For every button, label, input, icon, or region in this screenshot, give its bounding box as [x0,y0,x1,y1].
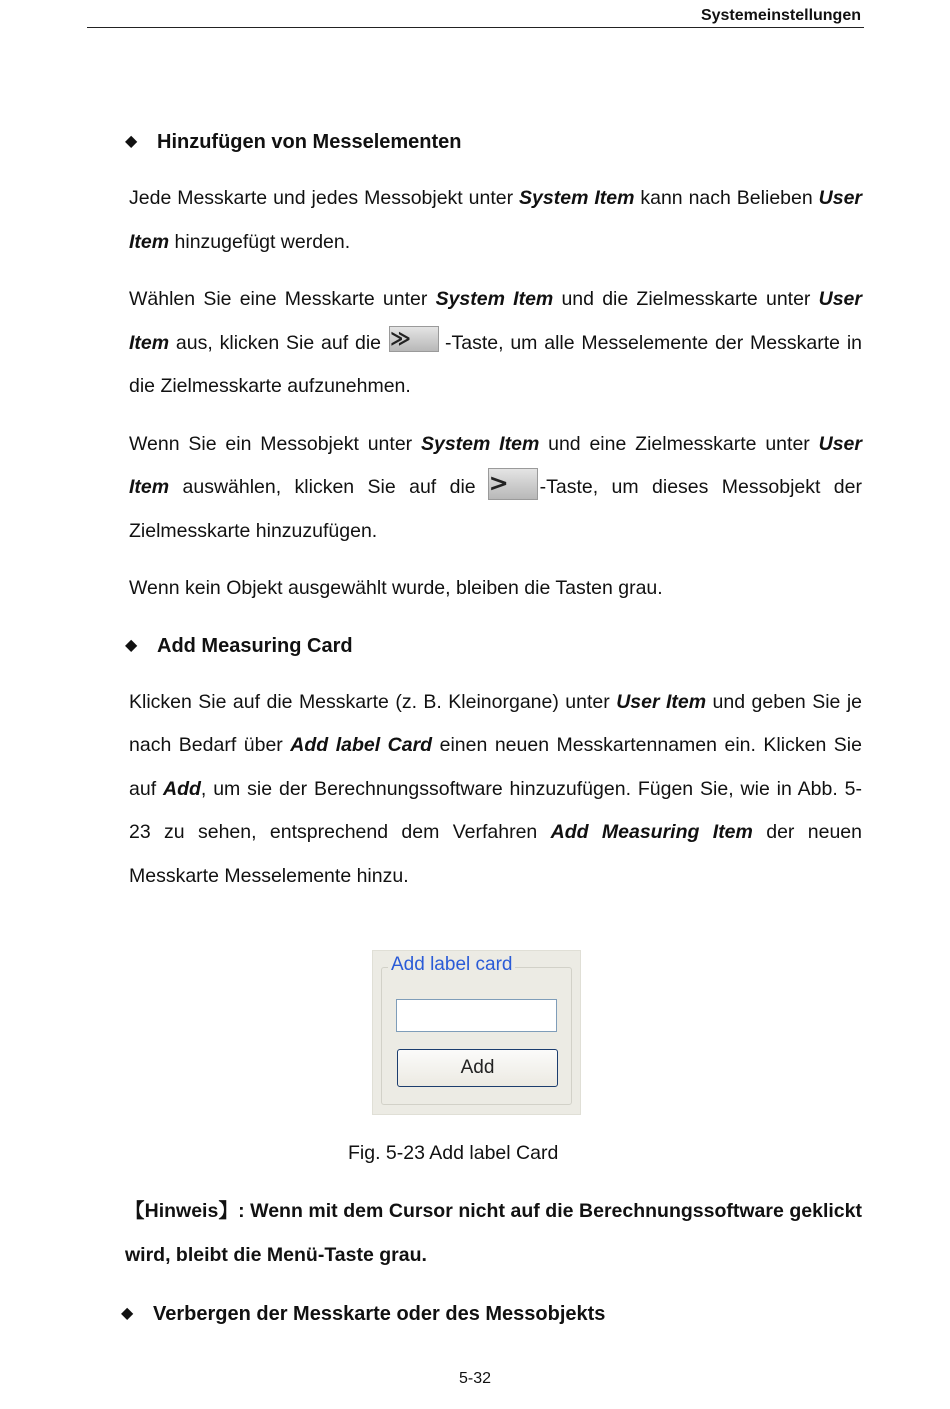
add-button[interactable]: Add [397,1049,558,1087]
move-one-button-icon: > [488,468,538,500]
paragraph: Klicken Sie auf die Messkarte (z. B. Kleinorgane) unter User Item und geben Sie je nach Bedarf über Add label Card einen neuen Messkartennamen ein. Klicken Sie auf Add, um sie der Berechnungssoftware hinzuzufügen. Fügen Sie, wie in Abb. 5-23 zu sehen, entsprechend dem Verfahren Add Measuring Item der neuen Messkarte Messelemente hinzu. [129,690,862,887]
paragraph: Jede Messkarte und jedes Messobjekt unter System Item kann nach Belieben User Item hinzugefügt werden. [129,187,863,253]
diamond-bullet-icon: ◆ [121,1305,134,1322]
paragraph: Wenn Sie ein Messobjekt unter System Item und eine Zielmesskarte unter User Item auswählen, klicken Sie auf die > -Taste, um dieses Messobjekt der Zielmesskarte hinzuzufügen. [129,432,862,542]
section-heading-add-measuring-card [125,624,862,668]
page-header [87,6,864,28]
paragraph: Wenn kein Objekt ausgewählt wurde, bleiben die Tasten grau. [129,577,663,599]
add-label-card-screenshot [372,950,581,1115]
figure-caption: Fig. 5-23 Add label Card [348,1142,559,1164]
note-paragraph: 【Hinweis】: Wenn mit dem Cursor nicht auf die Berechnungssoftware geklickt wird, bleibt die Menü-Taste grau. [125,1200,862,1266]
diamond-bullet-icon: ◆ [125,636,138,654]
paragraph: Wählen Sie eine Messkarte unter System Item und die Zielmesskarte unter User Item aus, klicken Sie auf die ≫ -Taste, um alle Messelemente der Messkarte in die Zielmesskarte aufzunehmen. [129,288,862,397]
main-content [125,120,863,898]
heading-text: Hinzufügen von Messelementen [157,131,462,153]
section-heading-hinzufuegen [125,120,862,164]
page-number: 5-32 [458,1370,492,1387]
heading-text: Add Measuring Card [157,634,353,657]
move-all-button-icon: ≫ [389,326,439,352]
label-card-name-input[interactable] [396,999,557,1032]
section-heading-verbergen [121,1292,853,1336]
diamond-bullet-icon: ◆ [125,133,138,150]
group-label: Add label card [388,954,515,976]
header-title: Systemeinstellungen [700,7,861,24]
heading-text: Verbergen der Messkarte oder des Messobjekts [153,1303,606,1325]
